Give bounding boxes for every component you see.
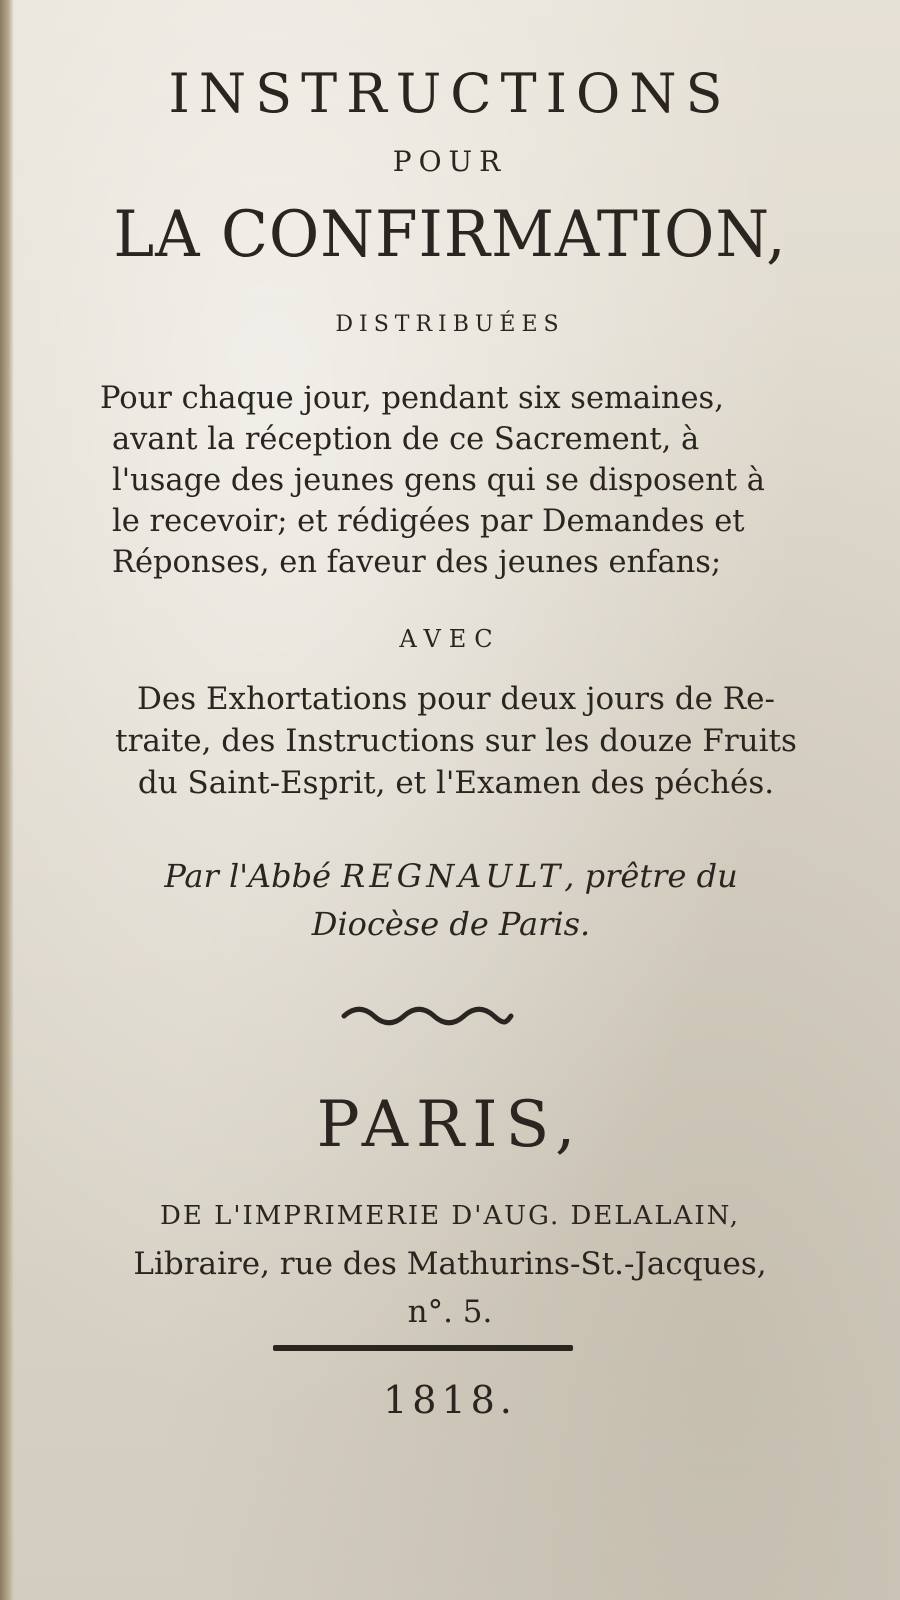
title-connector: POUR xyxy=(392,145,508,178)
avec-label: AVEC xyxy=(399,625,501,653)
description-line: avant la réception de ce Sacrement, à xyxy=(112,422,700,457)
printer-line: DE L'IMPRIMERIE D'AUG. DELALAIN, xyxy=(159,1201,740,1231)
book-title: INSTRUCTIONS xyxy=(168,62,732,125)
publication-year: 1818. xyxy=(383,1378,517,1422)
exhortation-line: Des Exhortations pour deux jours de Re- xyxy=(137,681,775,717)
description-line: Pour chaque jour, pendant six semaines, xyxy=(100,381,724,416)
description-block xyxy=(100,378,820,583)
description-line: l'usage des jeunes gens qui se disposent à xyxy=(112,463,765,498)
author-suffix: , prêtre du xyxy=(564,857,738,895)
exhortation-block xyxy=(76,678,836,804)
description-line: Réponses, en faveur des jeunes enfans; xyxy=(112,545,722,580)
book-spine-edge xyxy=(0,0,14,1600)
author-block xyxy=(66,852,836,948)
author-prefix: Par l'Abbé xyxy=(164,857,331,895)
exhortation-line: du Saint-Esprit, et l'Examen des péchés. xyxy=(137,765,775,801)
distributed-label: DISTRIBUÉES xyxy=(335,312,565,337)
description-line: le recevoir; et rédigées par Demandes et xyxy=(112,504,745,539)
exhortation-line: traite, des Instructions sur les douze Fruits xyxy=(115,723,797,759)
book-subject: LA CONFIRMATION, xyxy=(113,198,787,272)
author-line xyxy=(66,852,836,900)
author-diocese: Diocèse de Paris. xyxy=(311,905,591,943)
printer-address: Libraire, rue des Mathurins-St.-Jacques, xyxy=(133,1246,767,1282)
printer-number: n°. 5. xyxy=(407,1294,493,1330)
publication-city: PARIS, xyxy=(316,1088,584,1162)
wave-ornament-icon xyxy=(340,1005,515,1027)
author-name: REGNAULT xyxy=(341,857,565,895)
divider-rule xyxy=(273,1345,573,1351)
printer-block xyxy=(50,1192,850,1336)
